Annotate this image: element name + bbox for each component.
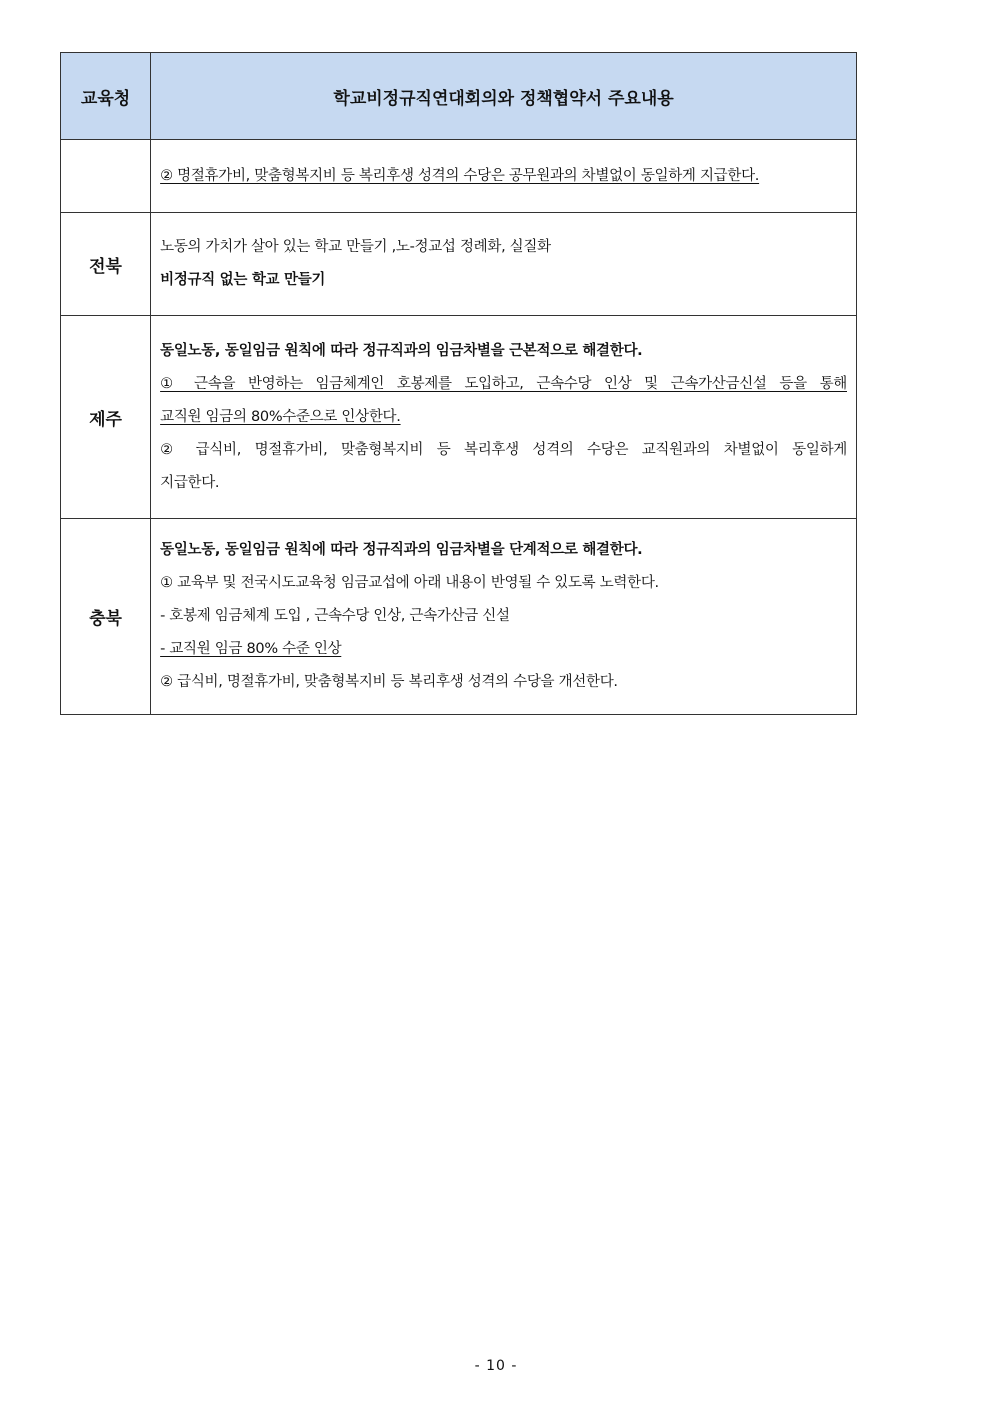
content-line (160, 633, 847, 666)
content-line: ① 근속을 반영하는 임금체계인 호봉제를 도입하고, 근속수당 인상 및 근속가산금신설 등을 통해 (160, 375, 847, 392)
content-line-text: - 교직원 임금 80% 수준 인상 (160, 641, 342, 657)
content-line: 비정규직 없는 학교 만들기 (160, 272, 326, 288)
table-header-row (61, 53, 857, 140)
table-row (61, 213, 857, 316)
content-cell (151, 140, 857, 213)
content-line: - 호봉제 임금체계 도입 , 근속수당 인상, 근속가산금 신설 (160, 608, 510, 624)
content-cell (151, 519, 857, 715)
region-cell: 충북 (61, 519, 151, 715)
content-line: ① 교육부 및 전국시도교육청 임금교섭에 아래 내용이 반영될 수 있도록 노력한다. (160, 575, 659, 591)
content-cell (151, 316, 857, 519)
header-region: 교육청 (61, 53, 151, 140)
content-line: 동일노동, 동일임금 원칙에 따라 정규직과의 임금차별을 단계적으로 해결한다. (160, 542, 643, 558)
content-cell (151, 213, 857, 316)
content-line: 지급한다. (160, 474, 220, 491)
content-line: ② 급식비, 명절휴가비, 맞춤형복지비 등 복리후생 성격의 수당은 교직원과의 차별없이 동일하게 (160, 441, 847, 458)
table-row (61, 519, 857, 715)
region-cell: 전북 (61, 213, 151, 316)
content-line: 교직원 임금의 80%수준으로 인상한다. (160, 408, 401, 425)
region-cell (61, 140, 151, 213)
header-content: 학교비정규직연대회의와 정책협약서 주요내용 (151, 53, 857, 140)
content-line: 동일노동, 동일임금 원칙에 따라 정규직과의 임금차별을 근본적으로 해결한다. (160, 342, 643, 359)
policy-table (60, 52, 857, 715)
page-number: - 10 - (474, 1358, 518, 1374)
content-line: 노동의 가치가 살아 있는 학교 만들기 ,노-정교섭 정례화, 실질화 (160, 239, 551, 255)
content-line: ② 급식비, 명절휴가비, 맞춤형복지비 등 복리후생 성격의 수당을 개선한다. (160, 674, 618, 690)
region-cell: 제주 (61, 316, 151, 519)
content-line: ② 명절휴가비, 맞춤형복지비 등 복리후생 성격의 수당은 공무원과의 차별없이 동일하게 지급한다. (160, 167, 760, 184)
table-row (61, 316, 857, 519)
table-row (61, 140, 857, 213)
